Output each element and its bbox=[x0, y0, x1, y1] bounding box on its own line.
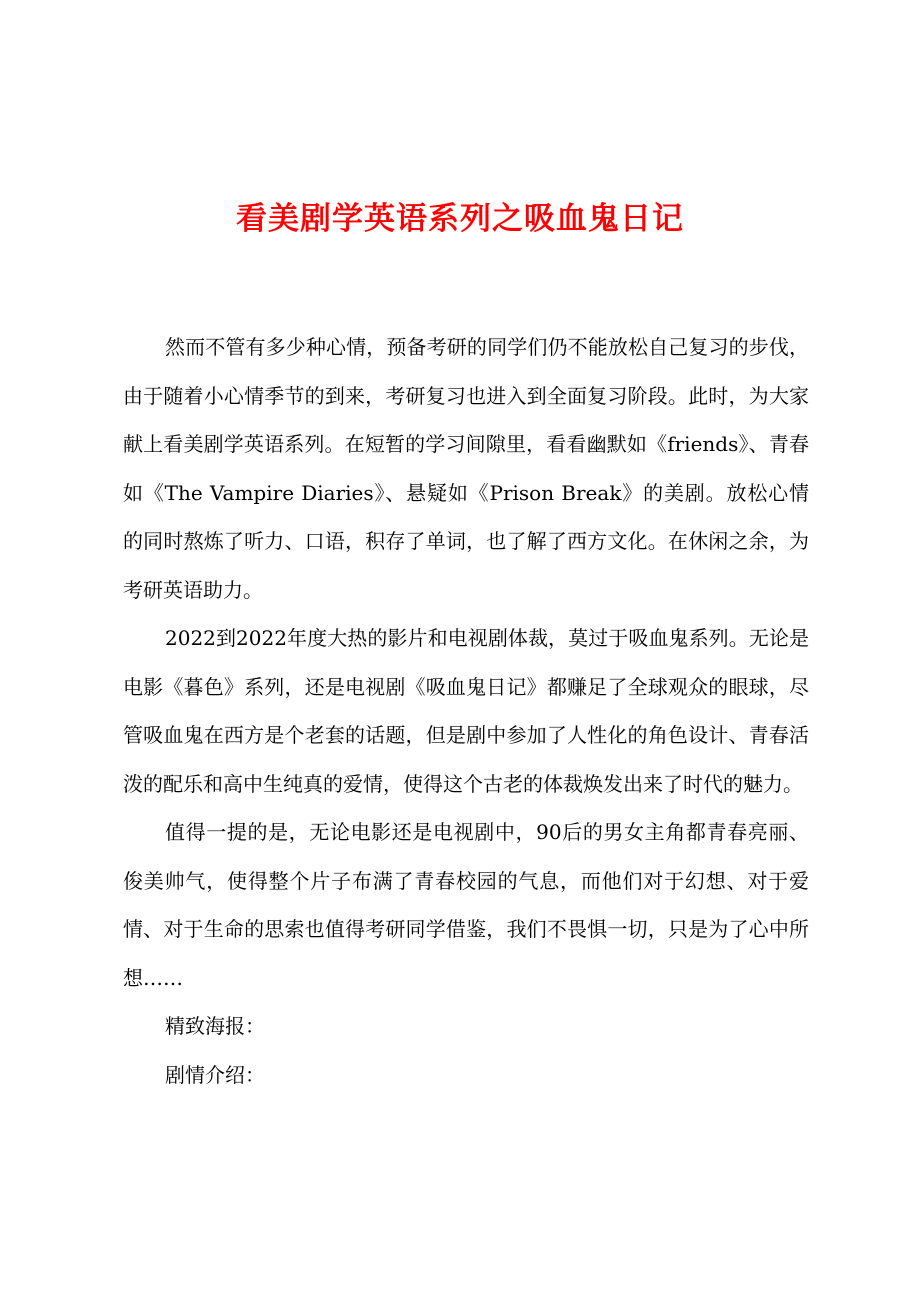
paragraph-plot-heading: 剧情介绍： bbox=[165, 1062, 265, 1087]
paragraph-vampire-genre: 2022到2022年度大热的影片和电视剧体裁，莫过于吸血鬼系列。无论是电影《暮色》系列，还是电视剧《吸血鬼日记》都赚足了全球观众的眼球，尽管吸血鬼在西方是个老套的话题，但是剧中参加了人性化的角色设计、青春活泼的配乐和高中生纯真的爱情，使得这个古老的体裁焕发出来了时代的魅力。 bbox=[123, 626, 809, 796]
paragraph-cast: 值得一提的是，无论电影还是电视剧中，90后的男女主角都青春亮丽、俊美帅气，使得整个片子布满了青春校园的气息，而他们对于幻想、对于爱情、对于生命的思索也值得考研同学借鉴，我们不畏惧一切，只是为了心中所想…… bbox=[123, 820, 809, 990]
document-body bbox=[123, 323, 809, 1099]
paragraph-intro: 然而不管有多少种心情，预备考研的同学们仍不能放松自己复习的步伐，由于随着小心情季节的到来，考研复习也进入到全面复习阶段。此时，为大家献上看美剧学英语系列。在短暂的学习间隙里，看看幽默如《friends》、青春如《The Vampire Diaries》、悬疑如《Prison Break》的美剧。放松心情的同时熬炼了听力、口语，积存了单词，也了解了西方文化。在休闲之余，为考研英语助力。 bbox=[123, 335, 809, 602]
document-title: 看美剧学英语系列之吸血鬼日记 bbox=[236, 201, 684, 237]
paragraph-poster-heading: 精致海报： bbox=[165, 1014, 265, 1038]
